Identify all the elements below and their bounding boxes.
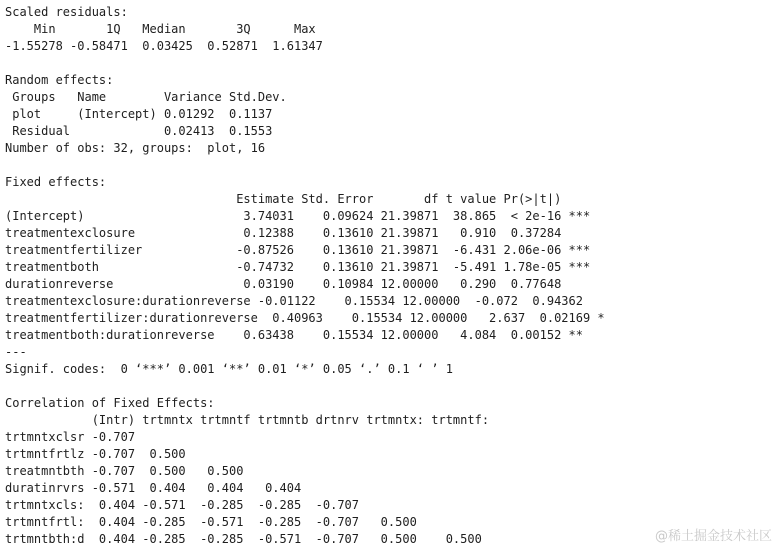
console-line	[5, 55, 605, 72]
console-line: treatmentexclosure:durationreverse -0.01122 0.15534 12.00000 -0.072 0.94362	[5, 294, 583, 308]
console-line: Groups Name Variance Std.Dev.	[5, 90, 287, 104]
console-line: Number of obs: 32, groups: plot, 16	[5, 141, 266, 155]
console-line: Correlation of Fixed Effects:	[5, 396, 215, 410]
console-line: treatmentfertilizer:durationreverse 0.40963 0.15534 12.00000 2.637 0.02169 *	[5, 311, 605, 325]
console-line: Fixed effects:	[5, 175, 107, 189]
console-line: Residual 0.02413 0.1553	[5, 124, 273, 138]
console-line: trtmntbth:d 0.404 -0.285 -0.285 -0.571 -0.707 0.500 0.500	[5, 532, 482, 546]
console-line: ---	[5, 345, 27, 359]
console-line: treatmentboth:durationreverse 0.63438 0.15534 12.00000 4.084 0.00152 **	[5, 328, 583, 342]
console-line: duratinrvrs -0.571 0.404 0.404 0.404	[5, 481, 302, 495]
console-line	[5, 157, 605, 174]
console-line: Scaled residuals:	[5, 5, 128, 19]
console-line: treatmentboth -0.74732 0.13610 21.39871 -5.491 1.78e-05 ***	[5, 260, 591, 274]
console-line: Random effects:	[5, 73, 114, 87]
console-line: Estimate Std. Error df t value Pr(>|t|)	[5, 192, 562, 206]
console-line: -1.55278 -0.58471 0.03425 0.52871 1.61347	[5, 39, 323, 53]
console-line: Signif. codes: 0 ‘***’ 0.001 ‘**’ 0.01 ‘*’ 0.05 ‘.’ 0.1 ‘ ’ 1	[5, 362, 453, 376]
console-line: trtmntxclsr -0.707	[5, 430, 136, 444]
console-line: (Intercept) 3.74031 0.09624 21.39871 38.865 < 2e-16 ***	[5, 209, 591, 223]
r-console-output	[5, 4, 605, 548]
console-line: treatmentexclosure 0.12388 0.13610 21.39871 0.910 0.37284	[5, 226, 562, 240]
watermark: @稀土掘金技术社区	[654, 529, 772, 544]
console-line: treatmntbth -0.707 0.500 0.500	[5, 464, 244, 478]
console-line: durationreverse 0.03190 0.10984 12.00000 0.290 0.77648	[5, 277, 562, 291]
console-line: treatmentfertilizer -0.87526 0.13610 21.39871 -6.431 2.06e-06 ***	[5, 243, 591, 257]
console-line: plot (Intercept) 0.01292 0.1137	[5, 107, 273, 121]
console-line: trtmntxcls: 0.404 -0.571 -0.285 -0.285 -0.707	[5, 498, 360, 512]
console-line: trtmntfrtlz -0.707 0.500	[5, 447, 186, 461]
console-line: (Intr) trtmntx trtmntf trtmntb drtnrv trtmntx: trtmntf:	[5, 413, 490, 427]
console-line: Min 1Q Median 3Q Max	[5, 22, 316, 36]
console-line: trtmntfrtl: 0.404 -0.285 -0.571 -0.285 -0.707 0.500	[5, 515, 417, 529]
console-line	[5, 378, 605, 395]
